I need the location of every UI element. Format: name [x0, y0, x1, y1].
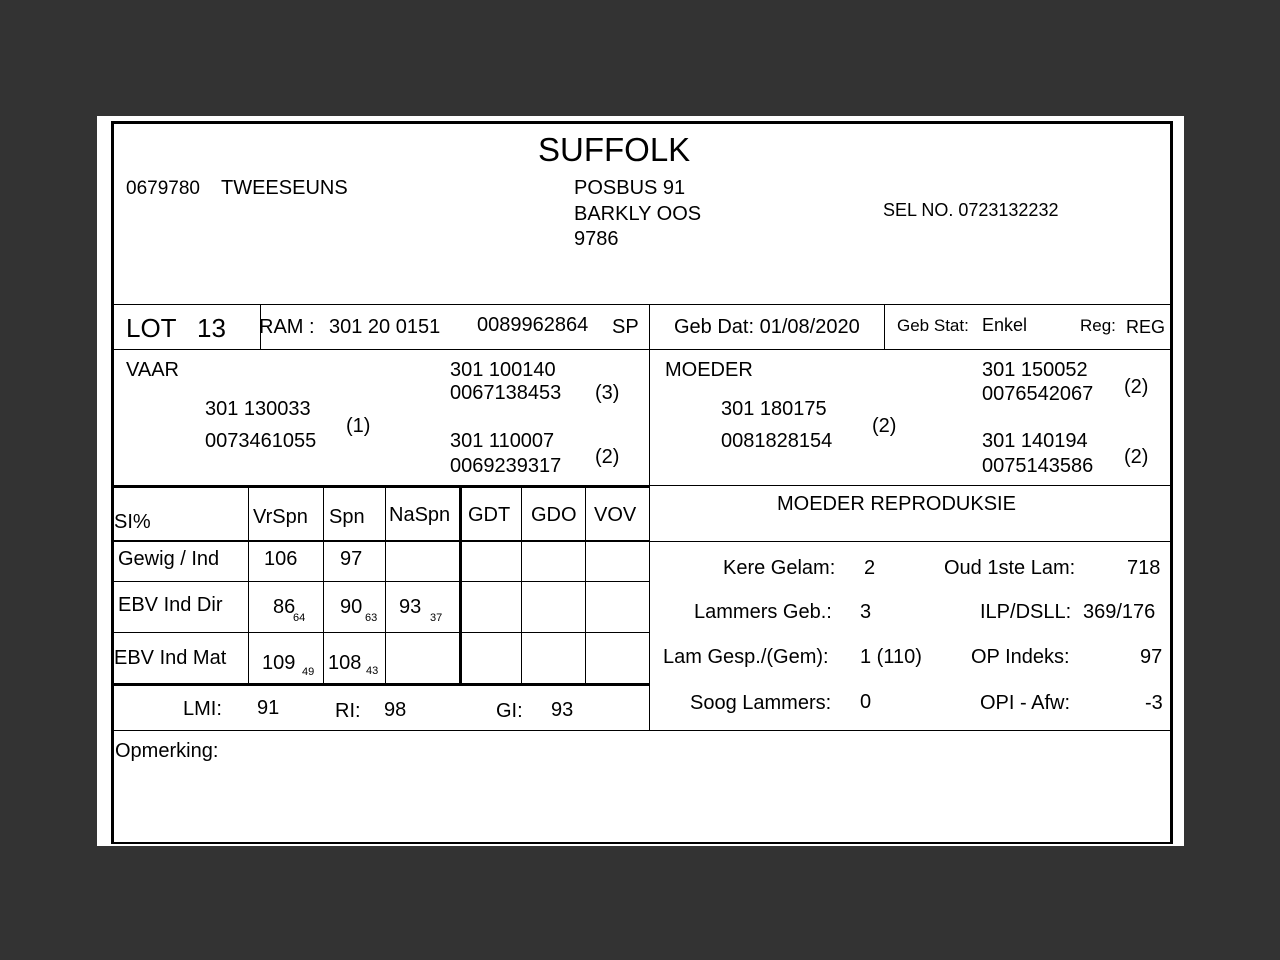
ram-label: RAM :	[259, 316, 315, 338]
ri-label: RI:	[335, 700, 361, 722]
si-col-3	[385, 486, 386, 685]
opi-afw-label: OPI - Afw:	[980, 692, 1071, 714]
si-col-2	[323, 486, 324, 685]
si-row-2-bottom	[114, 632, 649, 633]
si-col-6	[585, 486, 586, 685]
phone-number: SEL NO. 0723132232	[883, 200, 1059, 220]
moeder-reproduksie-title: MOEDER REPRODUKSIE	[777, 493, 1016, 515]
si-row-1-bottom	[114, 581, 649, 582]
si-dir-vrspn-sub: 64	[293, 612, 306, 624]
ri-value: 98	[384, 699, 407, 721]
frame-top	[111, 121, 1173, 124]
op-indeks-value: 97	[1140, 646, 1163, 668]
si-dir-spn: 90	[340, 596, 363, 618]
divider-opmerking	[114, 730, 1170, 731]
frame-left	[111, 121, 114, 844]
si-header-bottom	[114, 540, 649, 542]
owner-number: 0679780	[126, 178, 200, 199]
si-row-label-ebv-dir: EBV Ind Dir	[118, 594, 223, 616]
si-row-label-gewig: Gewig / Ind	[118, 548, 220, 570]
moeder-sire-reg: 0076542067	[982, 383, 1094, 405]
lam-gesp-label: Lam Gesp./(Gem):	[663, 646, 829, 668]
divider-gebdat	[884, 304, 885, 350]
moeder-sire-count: (2)	[1124, 376, 1149, 398]
registration-label: Reg:	[1080, 316, 1116, 335]
moeder-sire-id: 301 150052	[982, 359, 1088, 381]
si-table-top	[114, 485, 649, 488]
address-line-3: 9786	[574, 228, 619, 250]
si-table-bottom	[114, 683, 649, 686]
si-mat-vrspn-sub: 49	[302, 666, 315, 678]
oud-1ste-lam-label: Oud 1ste Lam:	[944, 557, 1076, 579]
ram-id: 301 20 0151	[329, 316, 441, 338]
registration-value: REG	[1126, 317, 1166, 337]
si-gewig-vrspn: 106	[264, 548, 298, 570]
moeder-label: MOEDER	[665, 359, 753, 381]
vaar-label: VAAR	[126, 359, 179, 381]
ram-reg-number: 0089962864	[477, 314, 589, 336]
lot-card	[97, 116, 1184, 846]
moeder-dam-reg: 0075143586	[982, 455, 1094, 477]
lam-gesp-value: 1 (110)	[860, 646, 922, 668]
lammers-geb-value: 3	[860, 601, 872, 623]
vaar-sire-id: 301 100140	[450, 359, 556, 381]
gi-value: 93	[551, 699, 574, 721]
divider-repro-title	[649, 541, 1170, 542]
moeder-reg: 0081828154	[721, 430, 833, 452]
divider-lot-row	[114, 349, 1170, 350]
si-col-1	[248, 486, 249, 685]
si-col-5	[521, 486, 522, 685]
si-col-4	[459, 486, 462, 685]
ilp-dsll-value: 369/176	[1083, 601, 1156, 623]
moeder-dam-count: (2)	[1124, 446, 1149, 468]
gi-label: GI:	[496, 700, 523, 722]
kere-gelam-value: 2	[864, 557, 876, 579]
si-dir-vrspn: 86	[273, 596, 296, 618]
address-line-2: BARKLY OOS	[574, 203, 702, 225]
si-header-vov: VOV	[594, 504, 637, 526]
address-line-1: POSBUS 91	[574, 177, 686, 199]
birth-status-label: Geb Stat:	[897, 316, 969, 335]
vaar-reg: 0073461055	[205, 430, 317, 452]
lmi-label: LMI:	[183, 698, 222, 720]
lmi-value: 91	[257, 697, 280, 719]
si-gewig-spn: 97	[340, 548, 363, 570]
divider-header	[114, 304, 1170, 305]
oud-1ste-lam-value: 718	[1127, 557, 1161, 579]
frame-right	[1170, 121, 1173, 844]
owner-name: TWEESEUNS	[221, 177, 348, 199]
si-row-label-ebv-mat: EBV Ind Mat	[114, 647, 227, 669]
si-header-gdo: GDO	[531, 504, 577, 526]
divider-ram	[649, 304, 650, 731]
si-dir-naspn-sub: 37	[430, 612, 443, 624]
soog-lammers-label: Soog Lammers:	[690, 692, 832, 714]
si-dir-naspn: 93	[399, 596, 422, 618]
vaar-id: 301 130033	[205, 398, 311, 420]
vaar-dam-reg: 0069239317	[450, 455, 562, 477]
moeder-count: (2)	[872, 415, 897, 437]
vaar-dam-count: (2)	[595, 446, 620, 468]
si-header-naspn: NaSpn	[389, 504, 451, 526]
op-indeks-label: OP Indeks:	[971, 646, 1070, 668]
moeder-id: 301 180175	[721, 398, 827, 420]
moeder-dam-id: 301 140194	[982, 430, 1088, 452]
soog-lammers-value: 0	[860, 691, 872, 713]
birth-status: Enkel	[982, 315, 1028, 335]
ilp-dsll-label: ILP/DSLL:	[980, 601, 1072, 623]
si-corner: SI%	[114, 511, 151, 533]
kere-gelam-label: Kere Gelam:	[723, 557, 836, 579]
si-mat-spn-sub: 43	[366, 665, 379, 677]
lot-label: LOT	[126, 313, 177, 343]
si-dir-spn-sub: 63	[365, 612, 378, 624]
si-mat-vrspn: 109	[262, 652, 296, 674]
si-header-spn: Spn	[329, 506, 365, 528]
vaar-sire-reg: 0067138453	[450, 382, 562, 404]
opi-afw-value: -3	[1145, 692, 1163, 714]
opmerking-label: Opmerking:	[115, 740, 219, 762]
si-header-vrspn: VrSpn	[253, 506, 308, 528]
si-header-gdt: GDT	[468, 504, 511, 526]
frame-bottom	[111, 842, 1173, 844]
breed-title: SUFFOLK	[538, 131, 691, 168]
ram-sp: SP	[612, 316, 639, 338]
vaar-sire-count: (3)	[595, 382, 620, 404]
si-mat-spn: 108	[328, 652, 362, 674]
birth-date: Geb Dat: 01/08/2020	[674, 316, 860, 338]
lammers-geb-label: Lammers Geb.:	[694, 601, 832, 623]
lot-number: 13	[197, 313, 226, 343]
vaar-dam-id: 301 110007	[450, 430, 555, 452]
vaar-count: (1)	[346, 415, 371, 437]
